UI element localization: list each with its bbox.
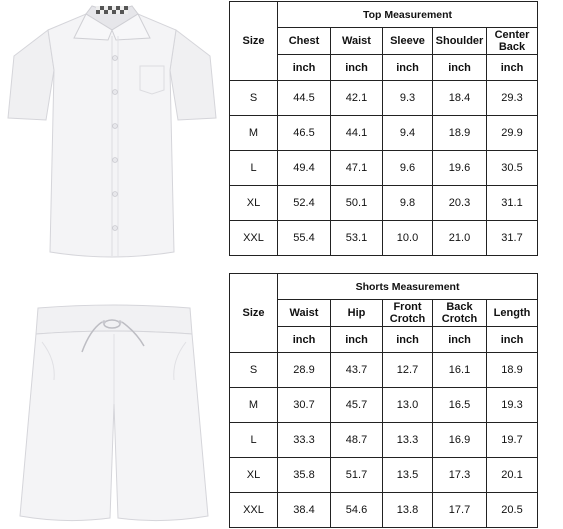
table-row <box>230 116 538 151</box>
size-cell: XL <box>230 458 278 493</box>
top-measurement-table <box>229 1 538 256</box>
value-cell: 18.9 <box>433 116 487 151</box>
size-cell: XXL <box>230 221 278 256</box>
column-header: Shoulder <box>433 28 487 55</box>
unit-cell: inch <box>433 55 487 81</box>
value-cell: 28.9 <box>278 353 331 388</box>
value-cell: 38.4 <box>278 493 331 528</box>
value-cell: 50.1 <box>331 186 383 221</box>
value-cell: 16.1 <box>433 353 487 388</box>
unit-cell: inch <box>331 55 383 81</box>
table-row <box>230 186 538 221</box>
unit-cell: inch <box>433 327 487 353</box>
value-cell: 46.5 <box>278 116 331 151</box>
column-header: Length <box>487 300 538 327</box>
value-cell: 9.3 <box>383 81 433 116</box>
value-cell: 12.7 <box>383 353 433 388</box>
value-cell: 43.7 <box>331 353 383 388</box>
value-cell: 19.6 <box>433 151 487 186</box>
value-cell: 13.8 <box>383 493 433 528</box>
value-cell: 30.5 <box>487 151 538 186</box>
size-cell: M <box>230 388 278 423</box>
unit-cell: inch <box>487 327 538 353</box>
value-cell: 44.1 <box>331 116 383 151</box>
value-cell: 13.5 <box>383 458 433 493</box>
unit-cell: inch <box>331 327 383 353</box>
value-cell: 31.1 <box>487 186 538 221</box>
value-cell: 48.7 <box>331 423 383 458</box>
unit-cell: inch <box>383 55 433 81</box>
table-title: Shorts Measurement <box>278 274 538 300</box>
value-cell: 20.1 <box>487 458 538 493</box>
column-header: Back Crotch <box>433 300 487 327</box>
value-cell: 21.0 <box>433 221 487 256</box>
value-cell: 33.3 <box>278 423 331 458</box>
value-cell: 54.6 <box>331 493 383 528</box>
value-cell: 17.7 <box>433 493 487 528</box>
size-cell: M <box>230 116 278 151</box>
value-cell: 53.1 <box>331 221 383 256</box>
size-cell: S <box>230 353 278 388</box>
shorts-measurement-table <box>229 273 538 528</box>
value-cell: 42.1 <box>331 81 383 116</box>
column-header: Center Back <box>487 28 538 55</box>
table-row <box>230 151 538 186</box>
value-cell: 17.3 <box>433 458 487 493</box>
value-cell: 29.3 <box>487 81 538 116</box>
shirt-image <box>4 0 220 262</box>
value-cell: 18.4 <box>433 81 487 116</box>
value-cell: 29.9 <box>487 116 538 151</box>
unit-cell: inch <box>383 327 433 353</box>
value-cell: 45.7 <box>331 388 383 423</box>
unit-cell: inch <box>278 327 331 353</box>
value-cell: 16.5 <box>433 388 487 423</box>
size-cell: L <box>230 151 278 186</box>
value-cell: 13.0 <box>383 388 433 423</box>
value-cell: 18.9 <box>487 353 538 388</box>
value-cell: 9.8 <box>383 186 433 221</box>
value-cell: 9.4 <box>383 116 433 151</box>
size-cell: XL <box>230 186 278 221</box>
column-header: Chest <box>278 28 331 55</box>
table-row <box>230 221 538 256</box>
value-cell: 16.9 <box>433 423 487 458</box>
table-row <box>230 353 538 388</box>
value-cell: 30.7 <box>278 388 331 423</box>
value-cell: 19.7 <box>487 423 538 458</box>
table-title: Top Measurement <box>278 2 538 28</box>
size-cell: S <box>230 81 278 116</box>
value-cell: 49.4 <box>278 151 331 186</box>
column-header: Waist <box>278 300 331 327</box>
value-cell: 20.5 <box>487 493 538 528</box>
value-cell: 31.7 <box>487 221 538 256</box>
value-cell: 13.3 <box>383 423 433 458</box>
table-row <box>230 388 538 423</box>
column-header: Waist <box>331 28 383 55</box>
table-row <box>230 458 538 493</box>
unit-cell: inch <box>487 55 538 81</box>
column-header: Sleeve <box>383 28 433 55</box>
unit-cell: inch <box>278 55 331 81</box>
value-cell: 9.6 <box>383 151 433 186</box>
value-cell: 51.7 <box>331 458 383 493</box>
size-header: Size <box>230 2 278 81</box>
value-cell: 19.3 <box>487 388 538 423</box>
table-row <box>230 493 538 528</box>
size-cell: XXL <box>230 493 278 528</box>
value-cell: 10.0 <box>383 221 433 256</box>
value-cell: 47.1 <box>331 151 383 186</box>
column-header: Front Crotch <box>383 300 433 327</box>
table-row <box>230 81 538 116</box>
value-cell: 52.4 <box>278 186 331 221</box>
shorts-image <box>16 300 212 529</box>
value-cell: 55.4 <box>278 221 331 256</box>
size-header: Size <box>230 274 278 353</box>
size-cell: L <box>230 423 278 458</box>
value-cell: 44.5 <box>278 81 331 116</box>
value-cell: 35.8 <box>278 458 331 493</box>
value-cell: 20.3 <box>433 186 487 221</box>
table-row <box>230 423 538 458</box>
column-header: Hip <box>331 300 383 327</box>
